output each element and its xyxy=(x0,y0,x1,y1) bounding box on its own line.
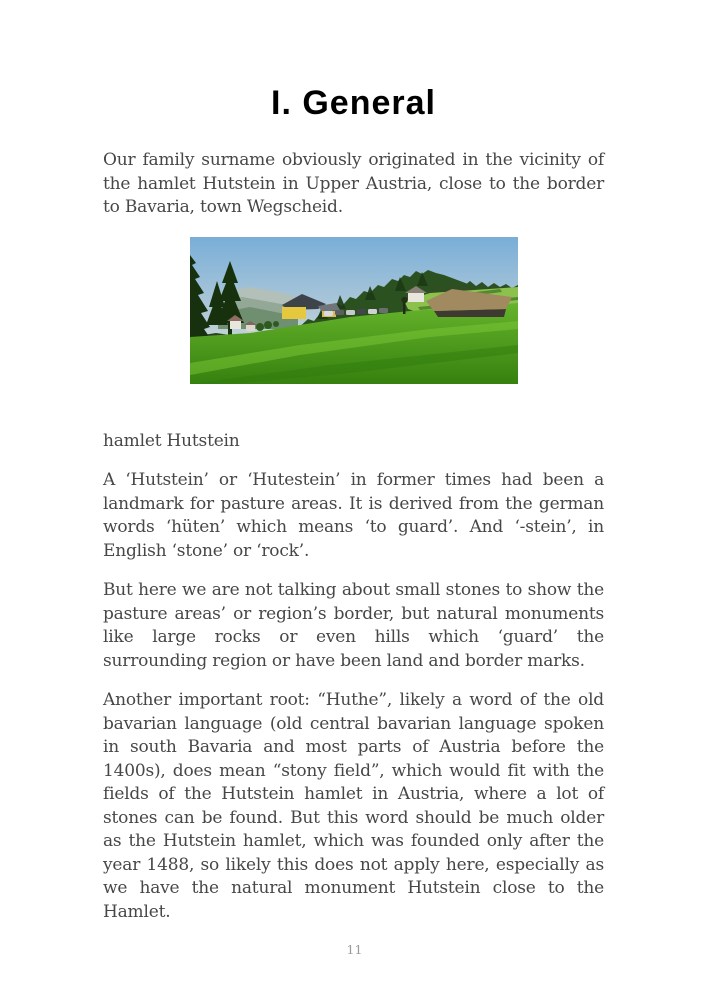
landscape-photo xyxy=(190,237,518,384)
page-title: I. General xyxy=(271,84,436,122)
paragraph-intro: Our family surname obviously originated in the vicinity of the hamlet Hutstein in Upper Austria, close to the border to Bavaria, town Wegscheid. xyxy=(103,150,604,217)
paragraph-stones: But here we are not talking about small stones to show the pasture areas’ or region’s border, but natural monuments like large rocks or even hills which ‘guard’ the surrounding region or have been land and border marks. xyxy=(103,580,604,671)
figure-caption: hamlet Hutstein xyxy=(103,430,240,451)
paragraph-huthe-root: Another important root: “Huthe”, likely a word of the old bavarian language (old central bavarian language spoken in south Bavaria and most parts of Austria before the 1400s), does mean “stony field”, which would fit with the fields of the Hutstein hamlet in Austria, where a lot of stones can be found. But this word should be much older as the Hutstein hamlet, which was founded only after the year 1488, so likely this does not apply here, especially as we have the natural monument Hutstein close to the Hamlet. xyxy=(103,690,604,922)
page-number: 11 xyxy=(346,942,363,957)
figure-hamlet-photo xyxy=(190,237,518,384)
paragraph-hutstein-meaning: A ‘Hutstein’ or ‘Hutestein’ in former times had been a landmark for pasture areas. It is derived from the german words ‘hüten’ which means ‘to guard’. And ‘-stein’, in English ‘stone’ or ‘rock’. xyxy=(103,470,604,561)
page-content xyxy=(103,0,604,940)
